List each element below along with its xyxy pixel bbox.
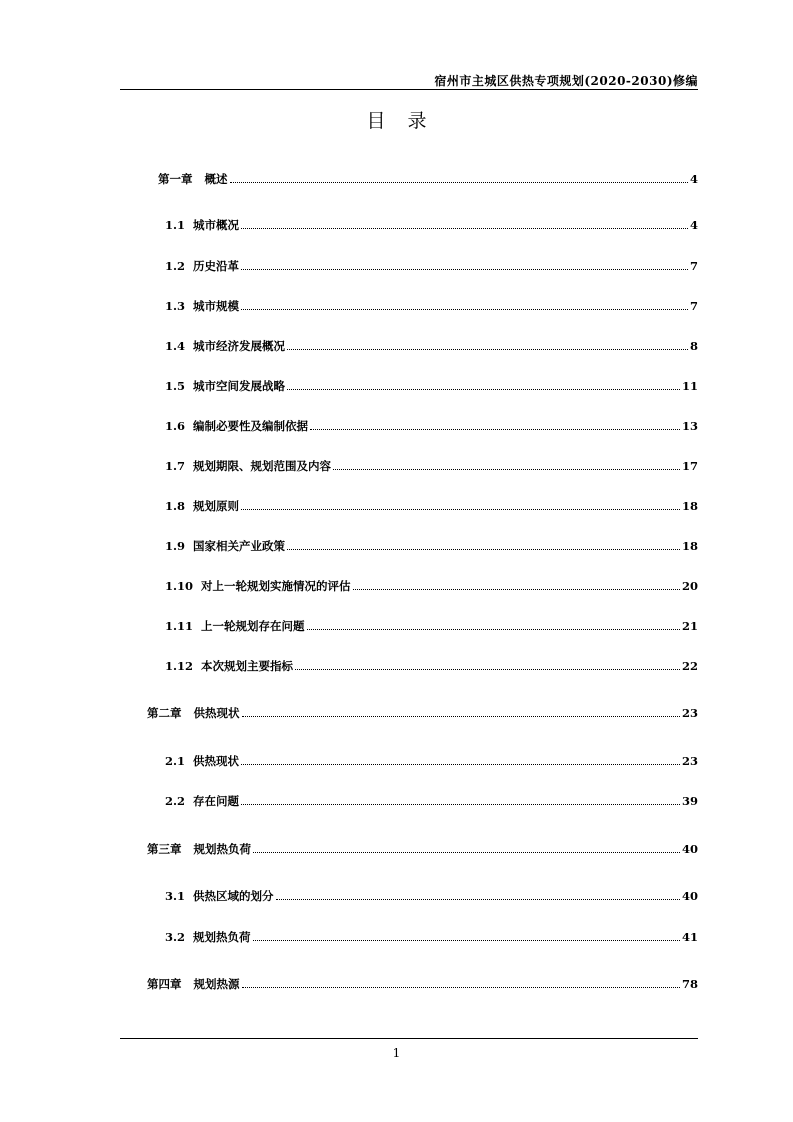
toc-entry-1-10[interactable] (165, 578, 698, 594)
toc-entry-page: 4 (689, 218, 698, 232)
toc-entry-label: 1.9 国家相关产业政策 (165, 539, 286, 553)
toc-leader-dots (253, 939, 680, 941)
toc-entry-page: 40 (681, 889, 698, 903)
toc-leader-dots (242, 715, 680, 717)
toc-entry-label: 2.2 存在问题 (165, 794, 240, 808)
toc-entry-label: 1.7 规划期限、规划范围及内容 (165, 459, 332, 473)
toc-entry-label: 2.1 供热现状 (165, 754, 240, 768)
toc-entry-1-9[interactable] (165, 538, 698, 554)
toc-leader-dots (241, 763, 680, 765)
toc-entry-label: 3.1 供热区域的划分 (165, 889, 274, 903)
toc-leader-dots (287, 548, 680, 550)
toc-entry-label: 1.12 本次规划主要指标 (165, 659, 294, 673)
toc-entry-page: 11 (681, 379, 698, 393)
toc-leader-dots (253, 851, 680, 853)
toc-entry-page: 4 (689, 172, 698, 186)
toc-entry-chapter-4[interactable] (147, 976, 698, 992)
toc-entry-chapter-1[interactable] (158, 171, 698, 187)
toc-title: 目录 (366, 110, 449, 132)
toc-entry-chapter-2[interactable] (147, 705, 698, 721)
toc-leader-dots (295, 668, 680, 670)
toc-entry-page: 7 (689, 259, 698, 273)
toc-entry-chapter-3[interactable] (147, 841, 698, 857)
toc-entry-page: 78 (681, 977, 698, 991)
toc-leader-dots (241, 308, 688, 310)
toc-entry-label: 1.4 城市经济发展概况 (165, 339, 286, 353)
toc-entry-2-1[interactable] (165, 753, 698, 769)
toc-entry-page: 13 (681, 419, 698, 433)
toc-entry-page: 21 (681, 619, 698, 633)
toc-entry-page: 17 (681, 459, 698, 473)
toc-entry-1-3[interactable] (165, 298, 698, 314)
toc-entry-page: 23 (681, 754, 698, 768)
toc-entry-2-2[interactable] (165, 793, 698, 809)
toc-leader-dots (276, 898, 680, 900)
header-title: 宿州市主城区供热专项规划(2020-2030)修编 (434, 74, 698, 88)
toc-leader-dots (287, 348, 688, 350)
toc-entry-label: 第二章 供热现状 (147, 706, 240, 720)
toc-entry-1-12[interactable] (165, 658, 698, 674)
toc-leader-dots (241, 508, 680, 510)
toc-entry-label: 1.2 历史沿革 (165, 259, 240, 273)
page-number: 1 (392, 1046, 401, 1060)
toc-leader-dots (230, 181, 688, 183)
toc-entry-label: 第四章 规划热源 (147, 977, 240, 991)
toc-entry-label: 1.6 编制必要性及编制依据 (165, 419, 309, 433)
toc-leader-dots (241, 227, 688, 229)
toc-entry-page: 18 (681, 539, 698, 553)
toc-entry-3-2[interactable] (165, 929, 698, 945)
toc-entry-page: 7 (689, 299, 698, 313)
toc-entry-1-8[interactable] (165, 498, 698, 514)
toc-entry-page: 40 (681, 842, 698, 856)
toc-entry-page: 20 (681, 579, 698, 593)
toc-entry-1-6[interactable] (165, 418, 698, 434)
toc-entry-label: 1.10 对上一轮规划实施情况的评估 (165, 579, 351, 593)
toc-entry-page: 8 (689, 339, 698, 353)
toc-entry-label: 1.5 城市空间发展战略 (165, 379, 286, 393)
toc-leader-dots (242, 986, 680, 988)
toc-entry-page: 41 (681, 930, 698, 944)
toc-entry-1-7[interactable] (165, 458, 698, 474)
toc-entry-1-4[interactable] (165, 338, 698, 354)
toc-entry-label: 1.11 上一轮规划存在问题 (165, 619, 305, 633)
toc-entry-page: 39 (681, 794, 698, 808)
toc-entry-page: 23 (681, 706, 698, 720)
toc-entry-page: 22 (681, 659, 698, 673)
toc-entry-label: 第一章 概述 (158, 172, 228, 186)
toc-entry-1-1[interactable] (165, 217, 698, 233)
toc-leader-dots (287, 388, 680, 390)
toc-entry-3-1[interactable] (165, 888, 698, 904)
toc-leader-dots (353, 588, 680, 590)
toc-entry-label: 3.2 规划热负荷 (165, 930, 251, 944)
toc-leader-dots (241, 803, 680, 805)
toc-entry-label: 1.3 城市规模 (165, 299, 240, 313)
toc-leader-dots (333, 468, 680, 470)
toc-leader-dots (310, 428, 680, 430)
toc-leader-dots (241, 268, 688, 270)
toc-entry-label: 1.8 规划原则 (165, 499, 240, 513)
toc-entry-1-2[interactable] (165, 258, 698, 274)
toc-entry-page: 18 (681, 499, 698, 513)
toc-leader-dots (307, 628, 680, 630)
toc-entry-label: 1.1 城市概况 (165, 218, 240, 232)
footer-rule (120, 1038, 698, 1039)
toc-entry-1-5[interactable] (165, 378, 698, 394)
toc-entry-label: 第三章 规划热负荷 (147, 842, 252, 856)
toc-entry-1-11[interactable] (165, 618, 698, 634)
